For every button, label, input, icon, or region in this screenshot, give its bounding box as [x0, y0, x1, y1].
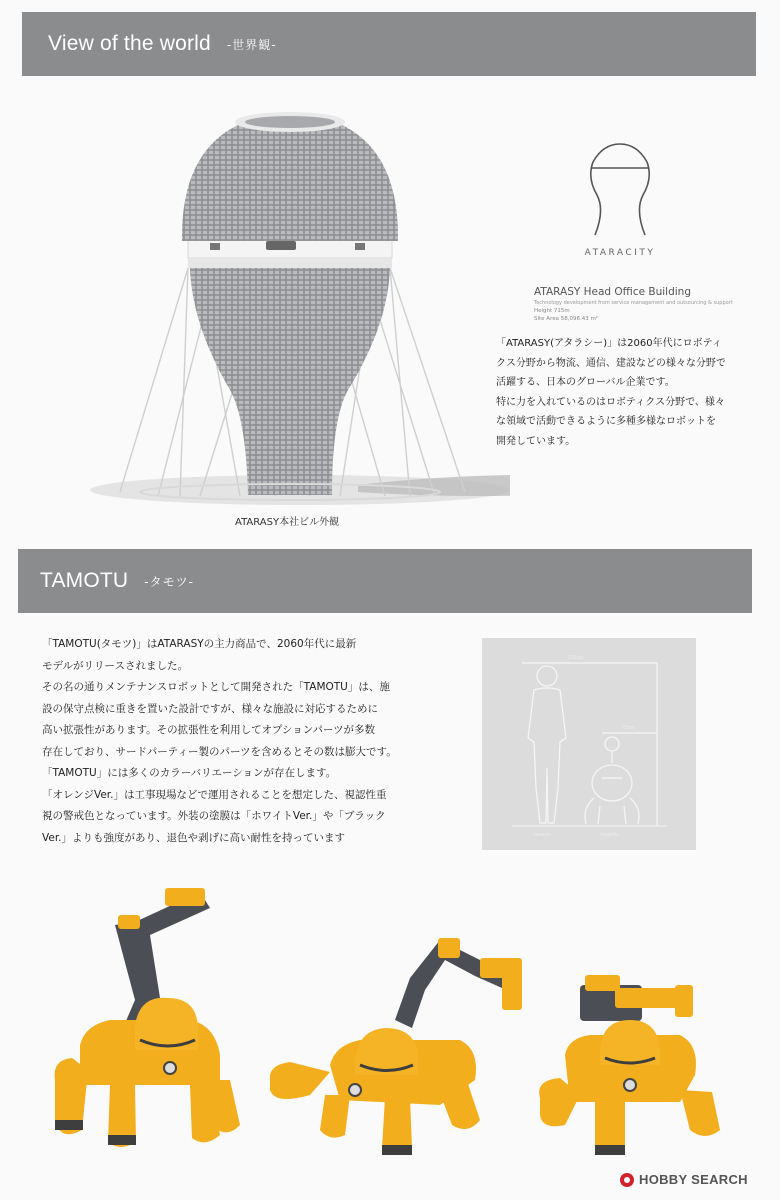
paragraph-line: 高い拡張性があります。その拡張性を利用してオプションパーツが多数: [42, 724, 376, 736]
atarasy-logo-icon: [585, 140, 655, 240]
paragraph-line: その名の通りメンテナンスロボットとして開発された「TAMOTU」は、施: [42, 681, 390, 693]
paragraph-line: モデルがリリースされました。: [42, 659, 188, 672]
tamotu-robot-3: [539, 975, 720, 1155]
paragraph-line: Ver.」よりも強度があり、退色や剥げに高い耐性を持っています: [42, 831, 346, 844]
logo-wordmark: ATARACITY: [584, 248, 656, 258]
paragraph-line: 「ATARASY(アタラシー)」は2060年代にロボティ: [496, 338, 722, 349]
section-subtitle: -タモツ-: [144, 574, 194, 589]
atarasy-logo: [545, 140, 695, 258]
paragraph-line: 活躍する、日本のグローバル企業です。: [496, 377, 675, 388]
building-specs: [534, 307, 598, 323]
paragraph-line: クス分野から物流、通信、建設などの様々な分野で: [496, 357, 726, 369]
tower-illustration: [70, 100, 510, 510]
paragraph-line: 存在しており、サードパーティー製のパーツを含めるとその数は膨大です。: [42, 745, 397, 758]
tamotu-robot-2: [270, 938, 522, 1155]
building-note: Technology development from service management and outsourcing & support: [534, 300, 733, 306]
section-title: TAMOTU: [40, 569, 129, 592]
hobby-search-logo-icon: [620, 1173, 634, 1187]
scale-figures: [482, 638, 696, 850]
building-height: Height 715m: [534, 308, 570, 314]
tamotu-robot-1: [55, 888, 240, 1147]
section-subtitle: -世界観-: [226, 37, 277, 52]
paragraph-line: 「TAMOTU(タモツ)」はATARASYの主力商品で、2060年代に最新: [42, 638, 357, 650]
world-description: [496, 334, 726, 451]
paragraph-line: 「TAMOTU」には多くのカラーバリエーションが存在します。: [42, 767, 337, 779]
human-label: HUMAN: [534, 832, 551, 837]
paragraph-line: 「オレンジVer.」は工事現場などで運用されることを想定した、視認性重: [42, 788, 387, 801]
tamotu-robot-photos: [40, 880, 740, 1165]
watermark-text: HOBBY SEARCH: [639, 1172, 748, 1187]
paragraph-line: な領域で活動できるように多種多様なロボットを: [496, 416, 716, 427]
building-title: ATARASY Head Office Building: [534, 286, 691, 298]
paragraph-line: 特に力を入れているのはロボティクス分野で、様々: [496, 396, 725, 408]
tamotu-description: [42, 634, 397, 849]
section-title: View of the world: [48, 32, 211, 55]
robot-label: TAMOTU: [600, 832, 619, 837]
tower-caption: ATARASY本社ビル外観: [235, 517, 340, 528]
hobby-search-watermark: [620, 1172, 748, 1187]
robot-height-label: 70cm: [622, 725, 635, 731]
paragraph-line: 開発しています。: [496, 435, 576, 447]
scale-comparison-diagram: [482, 638, 696, 850]
human-height-label: 170cm: [568, 655, 584, 661]
paragraph-line: 視の警戒色となっています。外装の塗膜は「ホワイトVer.」や「ブラック: [42, 810, 386, 822]
section-header-world: [22, 12, 756, 76]
paragraph-line: 設の保守点検に重きを置いた設計ですが、様々な施設に対応するために: [42, 702, 378, 715]
building-site-area: Site Area 58,096.43 m²: [534, 316, 599, 322]
section-header-tamotu: [18, 549, 752, 613]
